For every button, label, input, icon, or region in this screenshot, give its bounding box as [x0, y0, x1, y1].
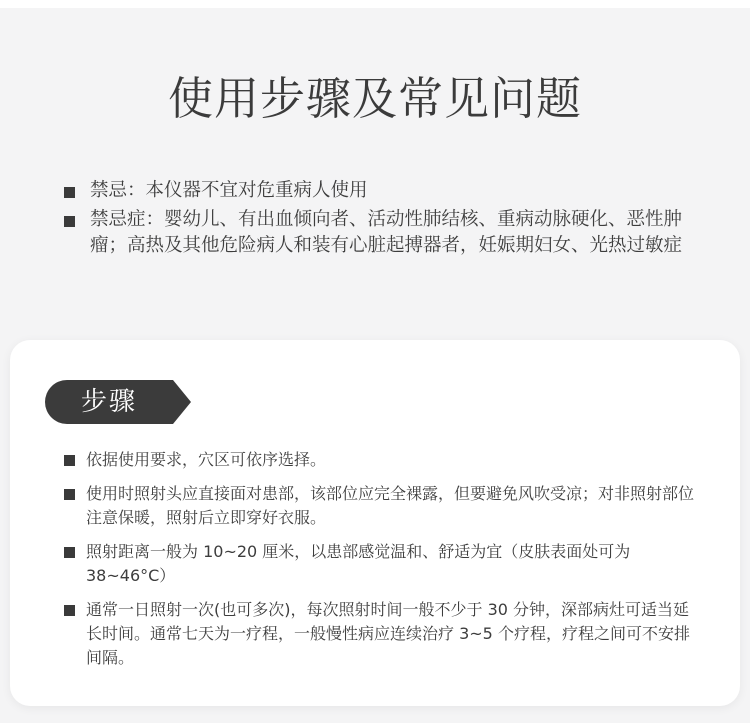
square-bullet-icon — [64, 455, 75, 466]
contraindication-item — [62, 207, 702, 259]
step-item — [62, 482, 702, 530]
contraindication-text: 禁忌症：婴幼儿、有出血倾向者、活动性肺结核、重病动脉硬化、恶性肿瘤；高热及其他危险病人和装有心脏起搏器者，妊娠期妇女、光热过敏症 — [90, 209, 683, 256]
steps-heading: 步骤 — [80, 387, 137, 417]
step-text: 使用时照射头应直接面对患部，该部位应完全裸露，但要避免风吹受凉；对非照射部位注意保暖，照射后立即穿好衣服。 — [86, 484, 695, 527]
steps-card — [10, 340, 740, 706]
square-bullet-icon — [64, 489, 75, 500]
square-bullet-icon — [64, 605, 75, 616]
steps-heading-tag — [45, 380, 191, 424]
steps-list — [62, 448, 702, 680]
square-bullet-icon — [64, 187, 75, 198]
step-item — [62, 540, 702, 588]
step-text: 依据使用要求，穴区可依序选择。 — [86, 450, 327, 469]
step-item — [62, 598, 702, 670]
contraindication-item — [62, 178, 702, 204]
step-text: 通常一日照射一次(也可多次)，每次照射时间一般不少于 30 分钟，深部病灶可适当延长时间。通常七天为一疗程，一般慢性病应连续治疗 3~5 个疗程，疗程之间可不安排间隔。 — [86, 600, 690, 667]
step-item — [62, 448, 702, 472]
page-title: 使用步骤及常见问题 — [167, 72, 582, 125]
contraindication-text: 禁忌：本仪器不宜对危重病人使用 — [90, 180, 368, 201]
square-bullet-icon — [64, 216, 75, 227]
square-bullet-icon — [64, 547, 75, 558]
top-divider-strip — [0, 0, 750, 8]
step-text: 照射距离一般为 10~20 厘米，以患部感觉温和、舒适为宜（皮肤表面处可为38~46°C） — [86, 542, 631, 585]
contraindications-list — [62, 178, 702, 262]
